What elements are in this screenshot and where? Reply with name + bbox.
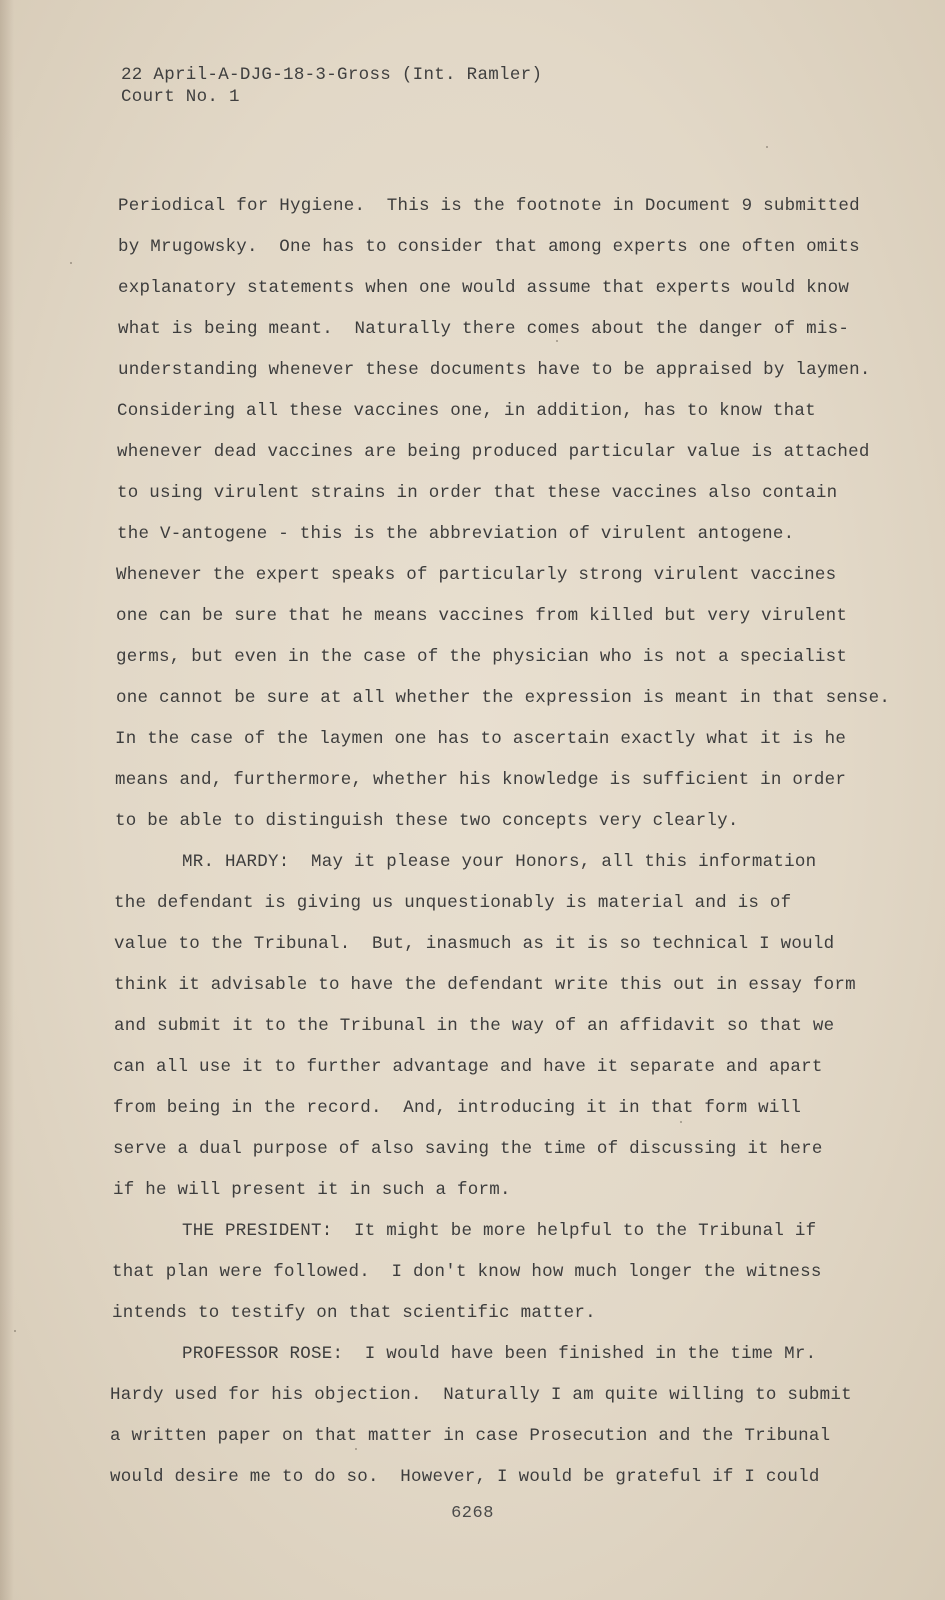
text-line: explanatory statements when one would assume that experts would know xyxy=(118,278,850,298)
header-line-1: 22 April-A-DJG-18-3-Gross (Int. Ramler) xyxy=(121,65,543,85)
text-line: and submit it to the Tribunal in the way of an affidavit so that we xyxy=(114,1016,835,1036)
text-line: understanding whenever these documents have to be appraised by laymen. xyxy=(118,360,871,380)
text-line: value to the Tribunal. But, inasmuch as it is so technical I would xyxy=(114,934,835,954)
paper-speck xyxy=(766,146,768,148)
text-line: means and, furthermore, whether his knowledge is sufficient in order xyxy=(115,770,847,790)
text-line: to be able to distinguish these two concepts very clearly. xyxy=(115,811,739,831)
text-line: Periodical for Hygiene. This is the footnote in Document 9 submitted xyxy=(118,196,860,216)
text-line: the V-antogene - this is the abbreviation of virulent antogene. xyxy=(117,524,795,544)
document-header xyxy=(121,64,542,108)
speaker-line-rose: PROFESSOR ROSE: I would have been finished in the time Mr. xyxy=(182,1344,817,1364)
speaker-line-president: THE PRESIDENT: It might be more helpful to the Tribunal if xyxy=(182,1221,817,1241)
text-line: from being in the record. And, introducing it in that form will xyxy=(113,1098,802,1118)
text-line: germs, but even in the case of the physician who is not a specialist xyxy=(116,647,848,667)
text-line: think it advisable to have the defendant write this out in essay form xyxy=(114,975,856,995)
text-line: what is being meant. Naturally there comes about the danger of mis- xyxy=(118,319,850,339)
page-number: 6268 xyxy=(451,1504,494,1523)
text-line: one can be sure that he means vaccines from killed but very virulent xyxy=(116,606,848,626)
text-line: In the case of the laymen one has to ascertain exactly what it is he xyxy=(115,729,847,749)
transcript-body xyxy=(112,186,912,1498)
paper-speck xyxy=(556,340,558,342)
header-line-2: Court No. 1 xyxy=(121,87,240,107)
text-line: Considering all these vaccines one, in addition, has to know that xyxy=(117,401,816,421)
text-line: to using virulent strains in order that these vaccines also contain xyxy=(117,483,838,503)
paper-speck xyxy=(680,1121,682,1123)
text-line: Whenever the expert speaks of particularly strong virulent vaccines xyxy=(116,565,837,585)
text-line: that plan were followed. I don't know how much longer the witness xyxy=(112,1262,822,1282)
text-line: would desire me to do so. However, I would be grateful if I could xyxy=(110,1467,820,1487)
speaker-line-hardy: MR. HARDY: May it please your Honors, all this information xyxy=(182,852,817,872)
text-line: serve a dual purpose of also saving the time of discussing it here xyxy=(113,1139,823,1159)
text-line: by Mrugowsky. One has to consider that among experts one often omits xyxy=(118,237,860,257)
text-line: if he will present it in such a form. xyxy=(113,1180,511,1200)
text-line: the defendant is giving us unquestionably is material and is of xyxy=(114,893,792,913)
text-line: can all use it to further advantage and have it separate and apart xyxy=(113,1057,823,1077)
text-line: Hardy used for his objection. Naturally I am quite willing to submit xyxy=(110,1385,852,1405)
text-line: whenever dead vaccines are being produced particular value is attached xyxy=(117,442,870,462)
paper-speck xyxy=(355,1448,357,1450)
text-line: intends to testify on that scientific matter. xyxy=(112,1303,596,1323)
paper-speck xyxy=(14,1330,16,1332)
text-line: a written paper on that matter in case Prosecution and the Tribunal xyxy=(110,1426,831,1446)
paper-speck xyxy=(70,262,72,264)
page-edge-shadow xyxy=(0,0,14,1600)
text-line: one cannot be sure at all whether the expression is meant in that sense. xyxy=(116,688,891,708)
